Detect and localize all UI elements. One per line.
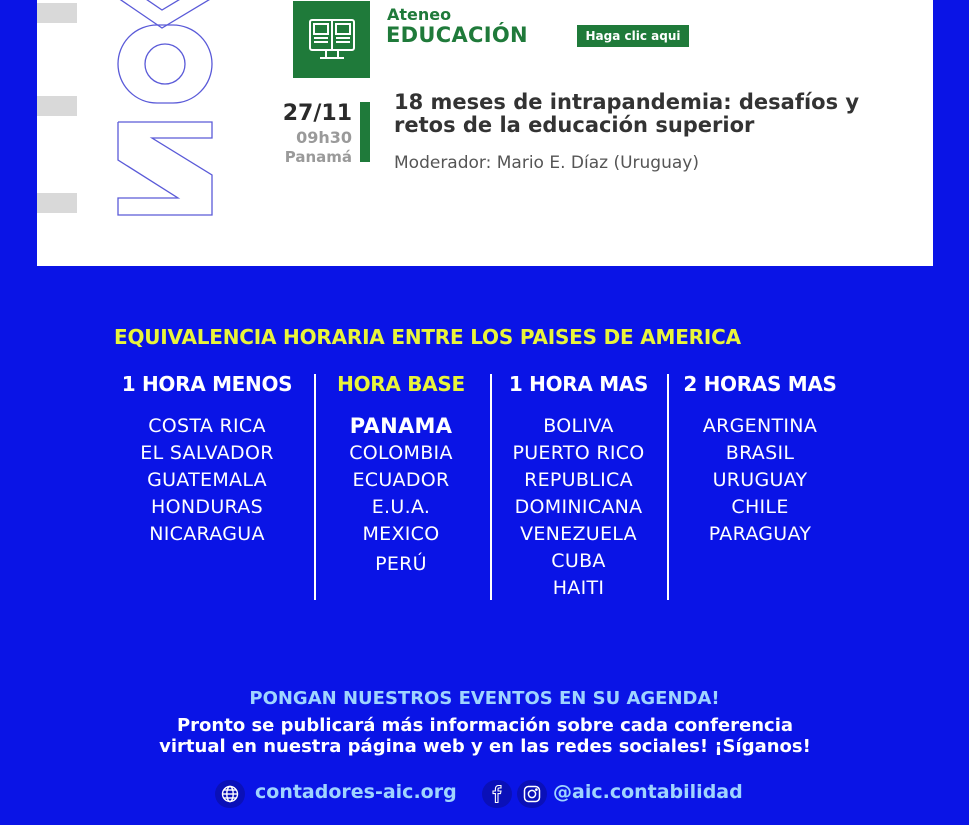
timezone-column (497, 372, 660, 602)
event-card (37, 0, 933, 266)
country-name: PANAMA (349, 414, 453, 438)
conference-title: 18 meses de intrapandemia: desafíos y retos de la educación superior (394, 90, 860, 137)
timezone-column (112, 372, 302, 548)
info-line: Pronto se publicará más información sobre cada conferencia (176, 715, 794, 736)
country-name: ECUADOR (352, 469, 450, 491)
month-outline-letters (112, 0, 222, 220)
country-name: VENEZUELA (520, 523, 637, 545)
event-time: 09h30 (296, 128, 352, 147)
column-divider (667, 374, 669, 600)
column-divider (314, 374, 316, 600)
column-heading: 1 HORA MENOS (121, 372, 293, 396)
info-text (100, 715, 870, 757)
country-list (674, 413, 846, 548)
timezone-column (674, 372, 846, 548)
country-name: E.U.A. (371, 496, 431, 518)
moderator-text: Moderador: Mario E. Díaz (Uruguay) (394, 153, 699, 173)
column-divider (490, 374, 492, 600)
country-list (112, 413, 302, 548)
click-here-button[interactable]: Haga clic aqui (577, 25, 689, 47)
globe-icon[interactable] (215, 780, 245, 808)
country-name: HAITI (552, 577, 605, 599)
decorative-stripe (37, 3, 77, 23)
country-name: COSTA RICA (148, 415, 266, 437)
timezone-column (322, 372, 480, 578)
social-handle-link[interactable]: @aic.contabilidad (553, 781, 743, 803)
education-book-icon (306, 14, 358, 66)
column-heading: 1 HORA MAS (508, 372, 649, 396)
info-line: virtual en nuestra página web y en las redes sociales! ¡Síganos! (159, 736, 811, 757)
country-name: PERÚ (375, 553, 427, 575)
decorative-stripe (37, 193, 77, 213)
country-name: GUATEMALA (147, 469, 267, 491)
country-name: NICARAGUA (149, 523, 265, 545)
decorative-stripe (37, 96, 77, 116)
country-name: CHILE (731, 496, 789, 518)
facebook-icon[interactable] (482, 780, 512, 808)
country-name: PARAGUAY (708, 523, 812, 545)
country-name: EL SALVADOR (140, 442, 274, 464)
education-logo (293, 1, 370, 78)
country-name: REPUBLICA (524, 469, 633, 491)
event-city: Panamá (284, 148, 352, 166)
country-list (497, 413, 660, 602)
country-name: CUBA (551, 550, 606, 572)
country-name: URUGUAY (712, 469, 808, 491)
series-label: Ateneo (387, 5, 452, 24)
country-name: MEXICO (362, 523, 440, 545)
country-name: BOLIVA (543, 415, 614, 437)
country-name: BRASIL (725, 442, 795, 464)
country-name: HONDURAS (151, 496, 263, 518)
country-name: ARGENTINA (702, 415, 818, 437)
country-name: DOMINICANA (514, 496, 643, 518)
event-date: 27/11 (282, 101, 352, 126)
time-equivalence-title: EQUIVALENCIA HORARIA ENTRE LOS PAISES DE AMERICA (114, 325, 741, 349)
website-link[interactable]: contadores-aic.org (255, 781, 457, 803)
date-accent-bar (360, 102, 370, 162)
column-heading: HORA BASE (337, 372, 465, 396)
agenda-heading: PONGAN NUESTROS EVENTOS EN SU AGENDA! (249, 688, 720, 709)
instagram-icon[interactable] (517, 780, 547, 808)
country-name: COLOMBIA (349, 442, 453, 464)
country-list (322, 413, 480, 578)
country-name: PUERTO RICO (512, 442, 645, 464)
column-heading: 2 HORAS MAS (683, 372, 837, 396)
series-name: EDUCACIÓN (386, 23, 528, 47)
